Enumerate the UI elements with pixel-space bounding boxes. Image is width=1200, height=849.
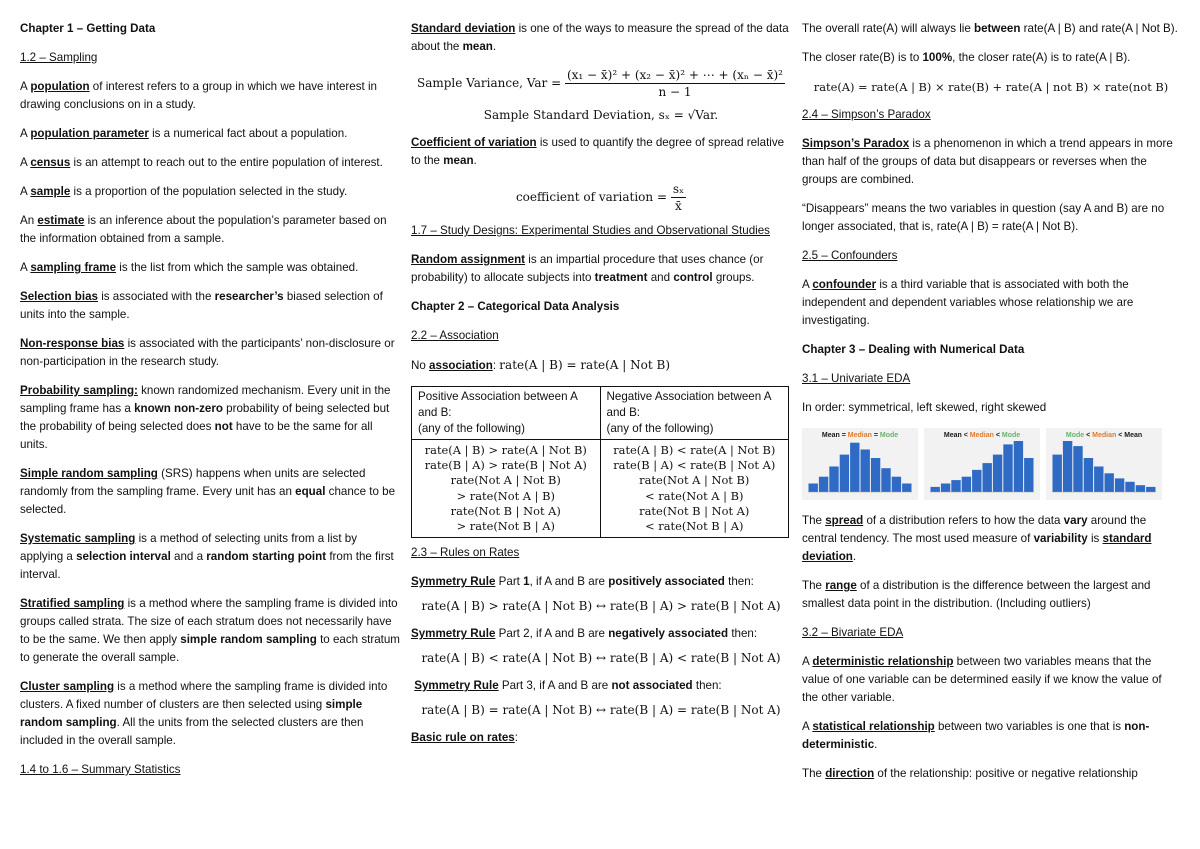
text: (SRS) happens when units are selected randomly from the sampling frame. Every unit has an: [20, 467, 366, 498]
variance-equation: [411, 67, 791, 100]
text: to each stratum to generate the overall sample.: [20, 633, 400, 664]
bold: simple random sampling: [180, 633, 317, 646]
term: spread: [825, 514, 864, 527]
term: Selection bias: [20, 290, 98, 303]
def-cluster-sampling: [20, 678, 402, 750]
term: sample: [30, 185, 71, 198]
text: of a distribution is the difference between the largest and smallest data point in the distribution. (Including outliers): [802, 579, 1151, 610]
def-selection-bias: [20, 288, 402, 324]
text: .: [473, 154, 477, 167]
def-coefficient-of-variation: [411, 134, 791, 170]
bold: negatively associated: [608, 627, 729, 641]
total-rate-equation: rate(A) = rate(A | B) × rate(B) + rate(A | not B) × rate(not B): [813, 80, 1169, 94]
text: :: [492, 359, 500, 372]
histogram-bar: [983, 463, 992, 492]
fraction: [671, 181, 686, 214]
term: Coefficient of variation: [411, 136, 537, 149]
histogram-bar: [993, 455, 1002, 492]
term: Simpson’s Paradox: [802, 137, 910, 150]
equation: rate(A | B) = rate(A | Not B): [499, 358, 671, 372]
rule: < rate(Not B | A): [645, 519, 744, 534]
basic-rule-heading: [411, 729, 791, 747]
bold: researcher’s: [214, 290, 284, 303]
histogram-bar: [1146, 487, 1155, 492]
text: .: [492, 40, 497, 53]
text: A: [802, 278, 813, 291]
section-2-4: 2.4 – Simpson’s Paradox: [802, 108, 931, 121]
text: then:: [692, 679, 722, 693]
text: , if A and B are: [529, 575, 609, 589]
text: The: [802, 767, 826, 780]
histogram-bar: [1014, 441, 1023, 492]
text: is a method where the sampling frame is divided into clusters. A fixed number of clusters are then selected using: [20, 680, 388, 711]
def-sampling-frame: A sampling frame is the list from which the sample was obtained.: [20, 261, 359, 274]
cv-equation: [411, 181, 791, 214]
rule: rate(A | B) < rate(A | Not B): [613, 443, 776, 457]
section-3-1: 3.1 – Univariate EDA: [802, 372, 911, 385]
histogram-bar: [1105, 473, 1114, 492]
section-3-2: 3.2 – Bivariate EDA: [802, 626, 904, 639]
def-population-parameter: A population parameter is a numerical fact about a population.: [20, 127, 348, 140]
chapter-3-title: Chapter 3 – Dealing with Numerical Data: [802, 343, 1025, 356]
bold: known non-zero: [134, 402, 223, 415]
bold: not: [214, 420, 233, 433]
rule: rate(B | A) < rate(B | Not A): [613, 458, 776, 473]
bold: non-deterministic: [802, 720, 1150, 751]
text: Part 2, if A and B are: [495, 627, 609, 641]
disappears-note: “Disappears” means the two variables in question (say A and B) are no longer associated, that is, rate(A | B) = rate(A | Not B).: [802, 202, 1165, 233]
histogram-svg: [924, 428, 1040, 500]
section-2-3: 2.3 – Rules on Rates: [411, 546, 520, 560]
term: statistical relationship: [812, 720, 935, 733]
term: Symmetry Rule: [411, 627, 496, 641]
histogram-bar: [972, 470, 981, 492]
term: census: [30, 156, 71, 169]
skew-histograms: [802, 428, 1180, 500]
term: range: [825, 579, 857, 592]
def-standard-deviation: [411, 20, 791, 56]
text: have to be the same for all units.: [20, 420, 373, 451]
def-statistical: [802, 718, 1180, 754]
histogram-bar: [1125, 482, 1134, 492]
text: is: [1087, 532, 1103, 545]
symmetry-rule-3: [411, 677, 791, 695]
term: direction: [825, 767, 875, 780]
histogram-label: Mean < Median < Mode: [943, 432, 1021, 439]
rule: rate(Not A | Not B): [450, 473, 561, 488]
term: sampling frame: [30, 261, 117, 274]
numerator: sₓ: [672, 182, 685, 196]
bold: vary: [1063, 514, 1088, 527]
histogram-bar: [881, 468, 890, 492]
negative-rules: [600, 440, 789, 538]
text: is a proportion of the population selected in the study.: [70, 185, 348, 198]
lhs: coefficient of variation =: [515, 190, 671, 204]
def-spread: [802, 512, 1180, 566]
text: Part: [495, 575, 524, 589]
def-random-assignment: [411, 251, 791, 287]
bold: equal: [295, 485, 326, 498]
term: estimate: [37, 214, 85, 227]
def-probability-sampling: [20, 382, 402, 454]
overall-rate: [802, 20, 1180, 38]
text: is one of the ways to measure the spread of the data about the: [411, 22, 789, 53]
text: is associated with the participants’ non-disclosure or non-participation in the research study.: [20, 337, 395, 368]
symmetry-rule-2: [411, 625, 791, 643]
section-1-4: 1.4 to 1.6 – Summary Statistics: [20, 763, 181, 776]
denominator: n − 1: [658, 85, 692, 99]
bold: mean: [443, 154, 474, 167]
denominator: x̄: [675, 199, 682, 213]
rule: rate(Not B | Not A): [639, 503, 750, 518]
text: chance to be selected.: [20, 485, 396, 516]
histogram-bar: [1136, 485, 1145, 492]
def-population: A population of interest refers to a group in which we have interest in drawing conclusions on in a study.: [20, 80, 377, 111]
histogram-symmetric: [802, 428, 918, 500]
def-deterministic: [802, 653, 1180, 707]
term: standard deviation: [802, 532, 1152, 563]
text: is the list from which the sample was obtained.: [116, 261, 359, 274]
histogram-bar: [1094, 467, 1103, 493]
term: Non-response bias: [20, 337, 125, 350]
def-confounder: [802, 276, 1180, 330]
text: probability of being selected but the probability of being selected does: [20, 402, 390, 433]
association-table: [411, 386, 789, 538]
text: is an impartial procedure that uses chance (or probability) to allocate subjects into: [411, 253, 764, 284]
text: A: [802, 655, 813, 668]
column-3: [802, 20, 1180, 794]
bold: random starting point: [206, 550, 327, 563]
text: is used to quantify the degree of spread relative to the: [411, 136, 785, 167]
bold: not associated: [611, 679, 693, 693]
term: population: [30, 80, 90, 93]
negative-header: Negative Association between A and B: (any of the following): [600, 387, 789, 440]
histogram-right-skewed: [1046, 428, 1162, 500]
text: then:: [728, 627, 758, 641]
def-direction: [802, 765, 1180, 783]
text: . All the units from the selected clusters are then included in the overall sample.: [20, 716, 364, 747]
positive-header: Positive Association between A and B: (any of the following): [412, 387, 601, 440]
section-1-7: 1.7 – Study Designs: Experimental Studies and Observational Studies: [411, 224, 770, 237]
histogram-bar: [941, 484, 950, 493]
def-systematic-sampling: [20, 530, 402, 584]
text: , the closer rate(A) is to rate(A | B).: [952, 51, 1131, 64]
histogram-bar: [1003, 444, 1012, 492]
rule: < rate(Not A | B): [645, 488, 744, 503]
histogram-bar: [1115, 478, 1124, 492]
symmetry-rule-3-equation: rate(A | B) = rate(A | Not B) ↔ rate(B | A) = rate(B | Not A): [421, 703, 781, 718]
text: around the central tendency. The most used measure of: [802, 514, 1147, 545]
term: Stratified sampling: [20, 597, 125, 610]
term: population parameter: [30, 127, 149, 140]
term: deterministic relationship: [812, 655, 954, 668]
text: The: [802, 579, 826, 592]
histogram-bar: [1024, 458, 1033, 492]
text: The closer rate(B) is to: [802, 51, 923, 64]
histogram-bar: [809, 484, 818, 493]
rule: > rate(Not B | A): [456, 519, 555, 534]
term: Simple random sampling: [20, 467, 158, 480]
text: Part 3, if A and B are: [498, 679, 612, 693]
def-range: [802, 577, 1180, 613]
column-1: [20, 20, 402, 790]
no-association: [411, 356, 791, 375]
bold: variability: [1033, 532, 1088, 545]
text: of a distribution refers to how the data: [863, 514, 1064, 527]
bold: treatment: [594, 271, 648, 284]
text: No: [411, 359, 430, 372]
histogram-left-skewed: [924, 428, 1040, 500]
bold: between: [974, 22, 1021, 35]
text: The overall rate(A) will always lie: [802, 22, 975, 35]
section-2-2: 2.2 – Association: [411, 329, 499, 342]
def-stratified-sampling: [20, 595, 402, 667]
section-2-5: 2.5 – Confounders: [802, 249, 898, 262]
chapter-2-title: Chapter 2 – Categorical Data Analysis: [411, 300, 620, 313]
text: of interest refers to a group in which we have interest in drawing conclusions on in a study.: [20, 80, 377, 111]
bold: simple random sampling: [20, 698, 363, 729]
histogram-label: Mean = Median = Mode: [821, 432, 899, 439]
text: between two variables means that the value of one variable can be determined easily if we know the value of the other variable.: [802, 655, 1162, 704]
text: rate(A | B) and rate(A | Not B).: [1020, 22, 1178, 35]
def-simpsons-paradox: [802, 135, 1180, 189]
text: is a method where the sampling frame is divided into groups called strata. The size of each stratum does not necessarily have to be the same. We then apply: [20, 597, 398, 646]
text: and: [647, 271, 674, 284]
histogram-bar: [892, 477, 901, 492]
histogram-bar: [840, 455, 849, 492]
text: The: [802, 514, 826, 527]
histogram-label: Mode < Median < Mean: [1065, 432, 1143, 439]
symmetry-rule-1-equation: rate(A | B) > rate(A | Not B) ↔ rate(B | A) > rate(B | Not A): [421, 599, 781, 614]
bold: mean: [462, 40, 493, 53]
histogram-bar: [951, 480, 960, 492]
skew-order: In order: symmetrical, left skewed, right skewed: [802, 401, 1047, 414]
histogram-bar: [819, 477, 828, 492]
rule: rate(A | B) > rate(A | Not B): [424, 443, 587, 457]
term: Systematic sampling: [20, 532, 136, 545]
bold: selection interval: [76, 550, 171, 563]
rule: rate(Not A | Not B): [639, 473, 750, 488]
rule: > rate(Not A | B): [456, 488, 555, 503]
rule: rate(Not B | Not A): [450, 503, 561, 518]
column-2: [411, 20, 791, 758]
term: Cluster sampling: [20, 680, 115, 693]
chapter-1-title: Chapter 1 – Getting Data: [20, 22, 156, 35]
text: groups.: [712, 271, 755, 284]
term: Symmetry Rule: [414, 679, 499, 693]
term: Probability sampling:: [20, 384, 138, 397]
term: confounder: [812, 278, 877, 291]
symmetry-rule-2-equation: rate(A | B) < rate(A | Not B) ↔ rate(B | A) < rate(B | Not A): [421, 651, 781, 666]
text: is a numerical fact about a population.: [148, 127, 348, 140]
text: is associated with the: [97, 290, 215, 303]
text: .: [874, 738, 878, 751]
histogram-bar: [871, 458, 880, 492]
positive-rules: [412, 440, 601, 538]
section-1-2: 1.2 – Sampling: [20, 51, 98, 64]
bold: 1: [523, 575, 530, 589]
closer-rate: [802, 49, 1180, 67]
symmetry-rule-1: [411, 573, 791, 591]
histogram-bar: [1084, 458, 1093, 492]
text: is a phenomenon in which a trend appears in more than half of the groups of data but disappears or reverses when the groups are combined.: [802, 137, 1173, 186]
def-census: A census is an attempt to reach out to the entire population of interest.: [20, 156, 383, 169]
histogram-bar: [902, 484, 911, 493]
std-dev-equation: Sample Standard Deviation, sₓ = √Var.: [483, 108, 719, 122]
histogram-bar: [1053, 455, 1062, 492]
rule: rate(B | A) > rate(B | Not A): [424, 458, 587, 473]
def-simple-random-sampling: [20, 465, 402, 519]
histogram-bar: [850, 443, 859, 492]
term: Basic rule on rates: [411, 731, 515, 745]
lhs: Sample Variance, Var =: [416, 76, 565, 90]
histogram-bar: [1063, 441, 1072, 492]
text: of the relationship: positive or negative relationship: [874, 767, 1138, 780]
histogram-bar: [829, 467, 838, 493]
text: is a third variable that is associated with both the independent and dependent variables whose relationship we are investigating.: [802, 278, 1134, 327]
bold: control: [673, 271, 713, 284]
histogram-bar: [861, 450, 870, 493]
text: .: [852, 550, 857, 563]
histogram-bar: [931, 487, 940, 492]
term: Symmetry Rule: [411, 575, 496, 589]
bold: positively associated: [608, 575, 725, 589]
text: is an attempt to reach out to the entire population of interest.: [70, 156, 383, 169]
text: A: [802, 720, 813, 733]
fraction: [565, 67, 785, 100]
def-non-response-bias: [20, 335, 402, 371]
bold: 100%: [922, 51, 953, 64]
text: known randomized mechanism. Every unit in the sampling frame has a: [20, 384, 391, 415]
term: Random assignment: [411, 253, 526, 266]
histogram-bar: [962, 477, 971, 492]
text: between two variables is one that is: [934, 720, 1125, 733]
def-sample: A sample is a proportion of the population selected in the study.: [20, 185, 348, 198]
def-estimate: An estimate is an inference about the population’s parameter based on the information obtained from a sample.: [20, 214, 387, 245]
text: biased selection of units into the sample.: [20, 290, 383, 321]
histogram-bar: [1073, 446, 1082, 492]
term: Standard deviation: [411, 22, 516, 35]
text: from the first interval.: [20, 550, 394, 581]
text: is a method of selecting units from a list by applying a: [20, 532, 358, 563]
text: is an inference about the population’s parameter based on the information obtained from a sample.: [20, 214, 387, 245]
histogram-svg: [1046, 428, 1162, 500]
text: then:: [724, 575, 754, 589]
numerator: (x₁ − x̄)² + (x₂ − x̄)² + ⋯ + (xₙ − x̄)²: [566, 68, 783, 82]
histogram-svg: [802, 428, 918, 500]
text: and a: [170, 550, 207, 563]
text: :: [514, 731, 518, 745]
term: association: [429, 359, 493, 372]
